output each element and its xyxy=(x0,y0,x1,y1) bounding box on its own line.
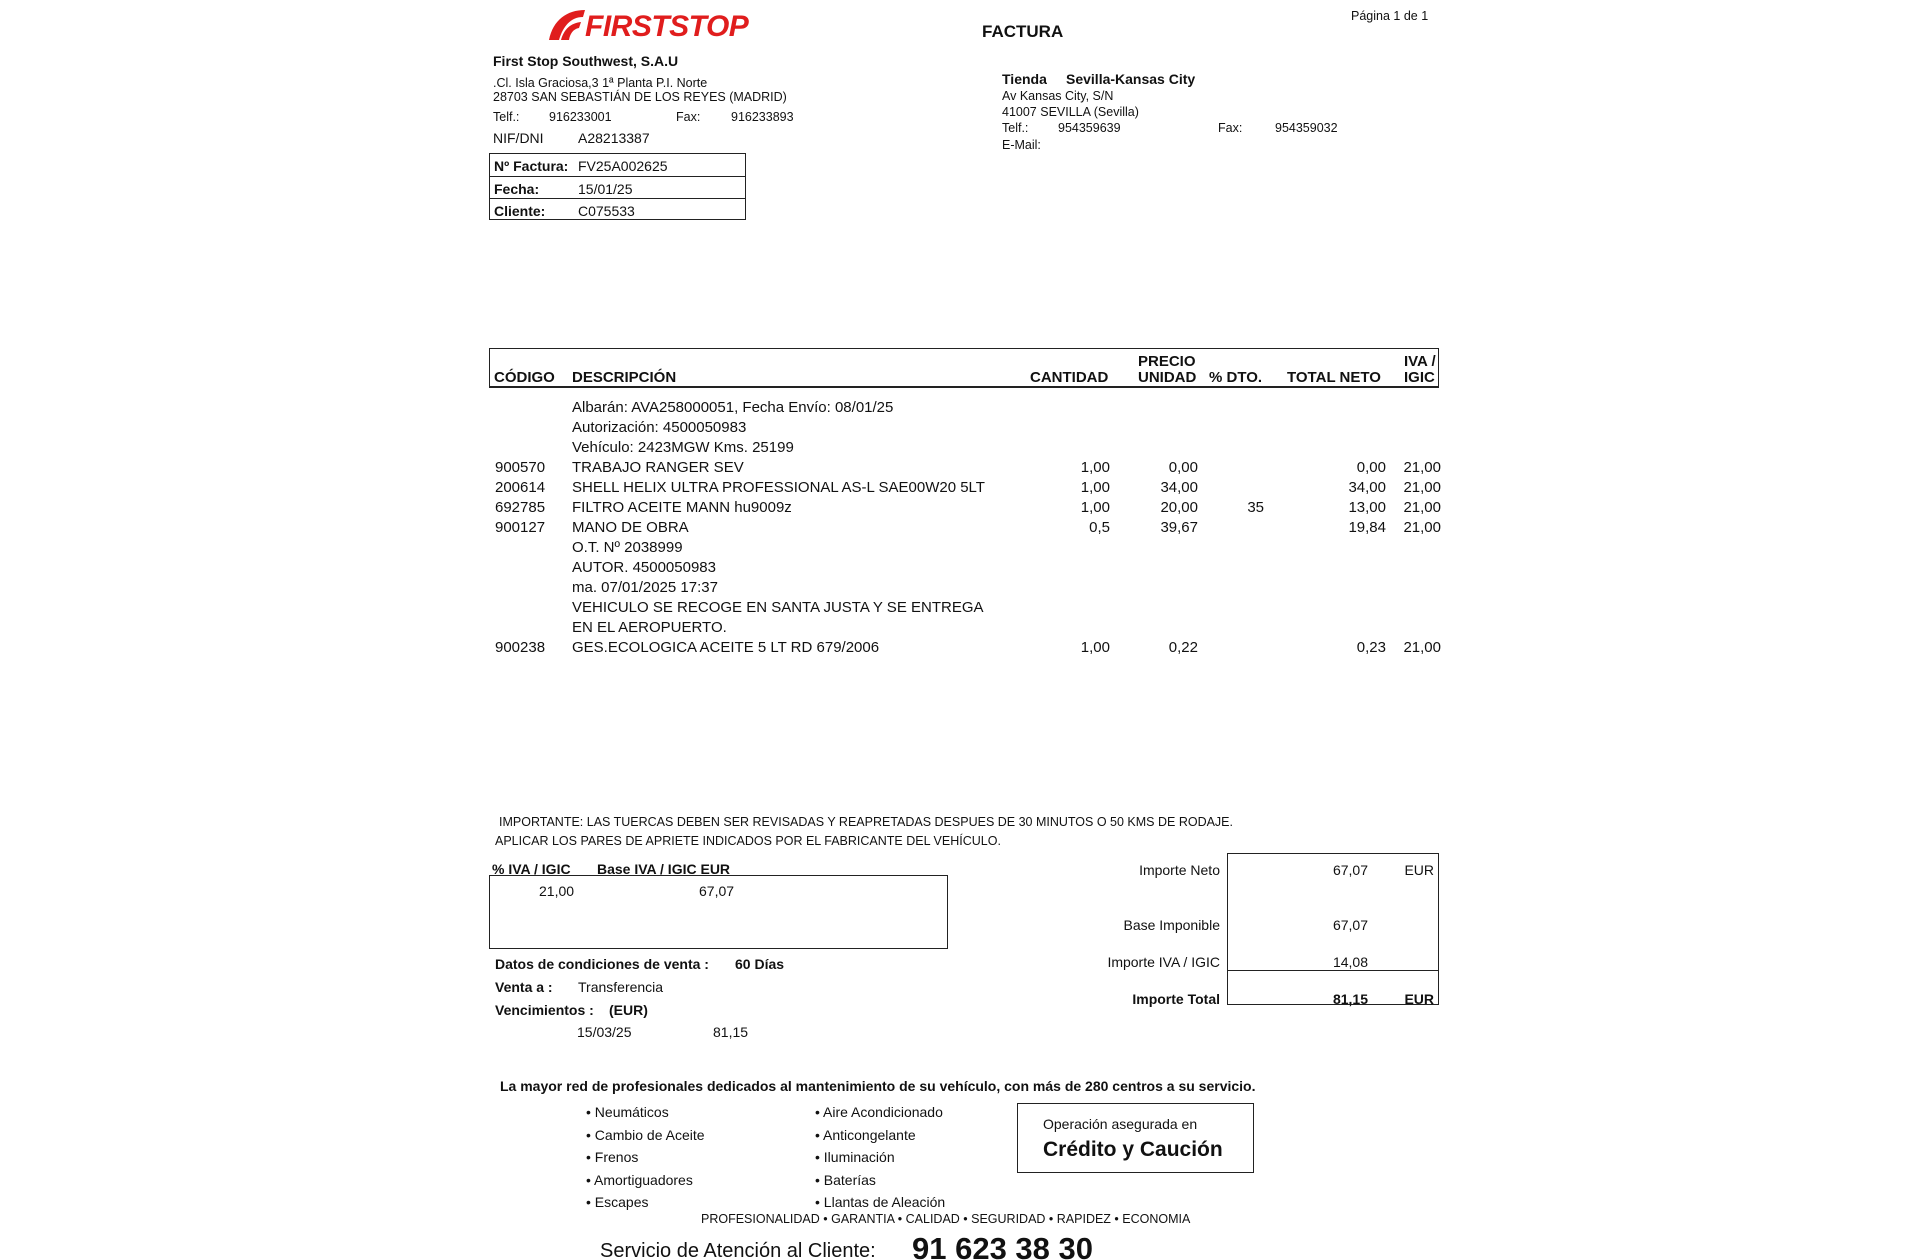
credit-insurance-line-2: Crédito y Caución xyxy=(1043,1138,1223,1161)
row-description: SHELL HELIX ULTRA PROFESSIONAL AS-L SAE00W20 5LT xyxy=(572,479,985,496)
net-amount-currency: EUR xyxy=(1404,862,1434,878)
totals-divider xyxy=(1228,970,1438,971)
row-quantity: 1,00 xyxy=(1080,639,1110,656)
total-amount: 81,15 xyxy=(1332,991,1368,1007)
note-autor: AUTOR. 4500050983 xyxy=(572,559,716,576)
customer-service-phone: 91 623 38 30 xyxy=(912,1231,1094,1260)
credit-insurance-box xyxy=(1017,1103,1254,1173)
invoice-number: FV25A002625 xyxy=(578,158,668,174)
note-pickup-2: EN EL AEROPUERTO. xyxy=(572,619,727,636)
invoice-client-label: Cliente: xyxy=(494,203,546,219)
col-net-header: TOTAL NETO xyxy=(1287,369,1381,386)
service-item: • Aire Acondicionado xyxy=(815,1104,943,1120)
tax-pct: 21,00 xyxy=(539,883,575,899)
col-code-header: CÓDIGO xyxy=(494,369,555,386)
row-price: 0,00 xyxy=(1168,459,1198,476)
col-discount-header: % DTO. xyxy=(1209,369,1263,386)
store-fax: 954359032 xyxy=(1275,121,1338,135)
tire-swoosh-icon xyxy=(545,4,587,44)
tax-pct-label: % IVA / IGIC xyxy=(492,861,571,877)
row-price: 0,22 xyxy=(1168,639,1198,656)
taxable-base: 67,07 xyxy=(1332,917,1368,933)
service-item: • Llantas de Aleación xyxy=(815,1194,946,1210)
document-title: FACTURA xyxy=(982,22,1064,41)
vat-amount: 14,08 xyxy=(1332,954,1368,970)
col-vat-header-1: IVA / xyxy=(1404,353,1436,370)
note-datetime: ma. 07/01/2025 17:37 xyxy=(572,579,718,596)
invoice-date-row xyxy=(490,176,745,198)
invoice-client: C075533 xyxy=(578,203,635,219)
row-net: 0,00 xyxy=(1356,459,1386,476)
store-fax-label: Fax: xyxy=(1218,121,1243,135)
payment-conditions-label: Datos de condiciones de venta : xyxy=(495,956,709,972)
row-price: 39,67 xyxy=(1160,519,1198,536)
firststop-logo xyxy=(545,4,760,44)
store-name: Sevilla-Kansas City xyxy=(1066,71,1196,87)
service-item: • Amortiguadores xyxy=(586,1171,693,1188)
col-vat-header-2: IGIC xyxy=(1404,369,1435,386)
sale-label: Venta a : xyxy=(495,979,553,995)
company-address-1: .Cl. Isla Graciosa,3 1ª Planta P.I. Norte xyxy=(493,76,708,90)
taxable-base-label: Base Imponible xyxy=(1123,917,1220,933)
company-nif-label: NIF/DNI xyxy=(493,130,544,146)
items-table-header xyxy=(489,348,1439,388)
col-quantity-header: CANTIDAD xyxy=(1030,369,1109,386)
invoice-number-row xyxy=(490,154,745,176)
note-work-order: O.T. Nº 2038999 xyxy=(572,539,683,556)
payment-conditions: 60 Días xyxy=(735,956,785,972)
net-amount-label: Importe Neto xyxy=(1139,862,1220,878)
invoice-number-label: Nº Factura: xyxy=(494,158,569,174)
col-price-header-2: UNIDAD xyxy=(1138,369,1197,386)
row-net: 34,00 xyxy=(1348,479,1386,496)
company-fax-label: Fax: xyxy=(676,110,701,124)
net-amount: 67,07 xyxy=(1332,862,1368,878)
company-nif: A28213387 xyxy=(578,130,650,146)
col-price-header-1: PRECIO xyxy=(1138,353,1196,370)
company-values: PROFESIONALIDAD • GARANTIA • CALIDAD • SEGURIDAD • RAPIDEZ • ECONOMIA xyxy=(701,1212,1191,1226)
vat-amount-label: Importe IVA / IGIC xyxy=(1107,954,1220,970)
row-net: 19,84 xyxy=(1348,519,1386,536)
due-label: Vencimientos : xyxy=(495,1002,594,1018)
tax-base-label: Base IVA / IGIC EUR xyxy=(597,861,731,877)
invoice-info-box xyxy=(489,153,746,220)
service-item: • Escapes xyxy=(586,1194,649,1210)
service-item: • Neumáticos xyxy=(586,1104,669,1120)
company-fax: 916233893 xyxy=(731,110,794,124)
footer-tagline: La mayor red de profesionales dedicados al mantenimiento de su vehículo, con más de 280 centros a su servicio. xyxy=(500,1078,1256,1094)
store-tel-label: Telf.: xyxy=(1002,121,1029,135)
totals-box xyxy=(1227,853,1439,1005)
company-address-2: 28703 SAN SEBASTIÁN DE LOS REYES (MADRID) xyxy=(493,90,787,104)
service-item: • Frenos xyxy=(586,1149,639,1165)
due-amount: 81,15 xyxy=(713,1024,749,1040)
service-item: • Cambio de Aceite xyxy=(586,1126,705,1143)
company-tel: 916233001 xyxy=(549,110,612,124)
row-description: MANO DE OBRA xyxy=(572,519,689,536)
tax-base: 67,07 xyxy=(699,883,735,899)
invoice-date: 15/01/25 xyxy=(578,181,633,197)
row-vat: 21,00 xyxy=(1403,499,1441,516)
row-description: FILTRO ACEITE MANN hu9009z xyxy=(572,499,792,516)
row-quantity: 1,00 xyxy=(1080,499,1110,516)
tax-box xyxy=(489,875,948,949)
total-amount-currency: EUR xyxy=(1404,991,1434,1007)
important-note-2: APLICAR LOS PARES DE APRIETE INDICADOS POR EL FABRICANTE DEL VEHÍCULO. xyxy=(495,834,1001,848)
customer-service-label: Servicio de Atención al Cliente: xyxy=(600,1240,876,1260)
invoice-client-row xyxy=(490,198,745,220)
row-vat: 21,00 xyxy=(1403,479,1441,496)
row-code: 692785 xyxy=(495,499,546,516)
row-net: 13,00 xyxy=(1348,499,1386,516)
store-label: Tienda xyxy=(1002,71,1047,87)
important-note-1: IMPORTANTE: LAS TUERCAS DEBEN SER REVISADAS Y REAPRETADAS DESPUES DE 30 MINUTOS O 50 KMS DE RODAJE. xyxy=(499,815,1233,829)
sale-method: Transferencia xyxy=(578,979,664,995)
row-description: GES.ECOLOGICA ACEITE 5 LT RD 679/2006 xyxy=(572,639,880,656)
store-address-1: Av Kansas City, S/N xyxy=(1002,89,1114,103)
total-amount-label: Importe Total xyxy=(1132,991,1220,1007)
row-description: TRABAJO RANGER SEV xyxy=(572,459,744,476)
service-item: • Anticongelante xyxy=(815,1126,916,1143)
row-net: 0,23 xyxy=(1356,639,1386,656)
row-vat: 21,00 xyxy=(1403,639,1441,656)
company-name: First Stop Southwest, S.A.U xyxy=(493,53,679,69)
row-quantity: 1,00 xyxy=(1080,479,1110,496)
invoice-date-label: Fecha: xyxy=(494,181,540,197)
service-item: • Baterías xyxy=(815,1171,876,1188)
note-albaran: Albarán: AVA258000051, Fecha Envío: 08/01/25 xyxy=(572,399,894,416)
row-code: 900127 xyxy=(495,519,546,536)
note-pickup-1: VEHICULO SE RECOGE EN SANTA JUSTA Y SE ENTREGA xyxy=(572,599,984,616)
page-number: Página 1 de 1 xyxy=(1351,9,1429,23)
row-code: 900570 xyxy=(495,459,546,476)
due-date: 15/03/25 xyxy=(577,1024,632,1040)
row-vat: 21,00 xyxy=(1403,459,1441,476)
due-currency: (EUR) xyxy=(609,1002,648,1018)
row-price: 34,00 xyxy=(1160,479,1198,496)
company-tel-label: Telf.: xyxy=(493,110,520,124)
row-code: 900238 xyxy=(495,639,546,656)
store-email-label: E-Mail: xyxy=(1002,138,1041,152)
store-tel: 954359639 xyxy=(1058,121,1121,135)
store-address-2: 41007 SEVILLA (Sevilla) xyxy=(1002,105,1139,119)
note-vehicle: Vehículo: 2423MGW Kms. 25199 xyxy=(572,439,794,456)
row-vat: 21,00 xyxy=(1403,519,1441,536)
note-authorization: Autorización: 4500050983 xyxy=(572,419,747,436)
services-list-left xyxy=(586,1101,705,1214)
row-code: 200614 xyxy=(495,479,546,496)
row-quantity: 0,5 xyxy=(1089,519,1110,536)
row-quantity: 1,00 xyxy=(1080,459,1110,476)
row-discount: 35 xyxy=(1247,499,1264,516)
service-item: • Iluminación xyxy=(815,1149,895,1165)
row-price: 20,00 xyxy=(1160,499,1198,516)
logo-text: FIRSTSTOP xyxy=(585,10,749,43)
services-list-right xyxy=(815,1101,945,1214)
col-description-header: DESCRIPCIÓN xyxy=(572,369,677,386)
credit-insurance-line-1: Operación asegurada en xyxy=(1043,1116,1198,1132)
